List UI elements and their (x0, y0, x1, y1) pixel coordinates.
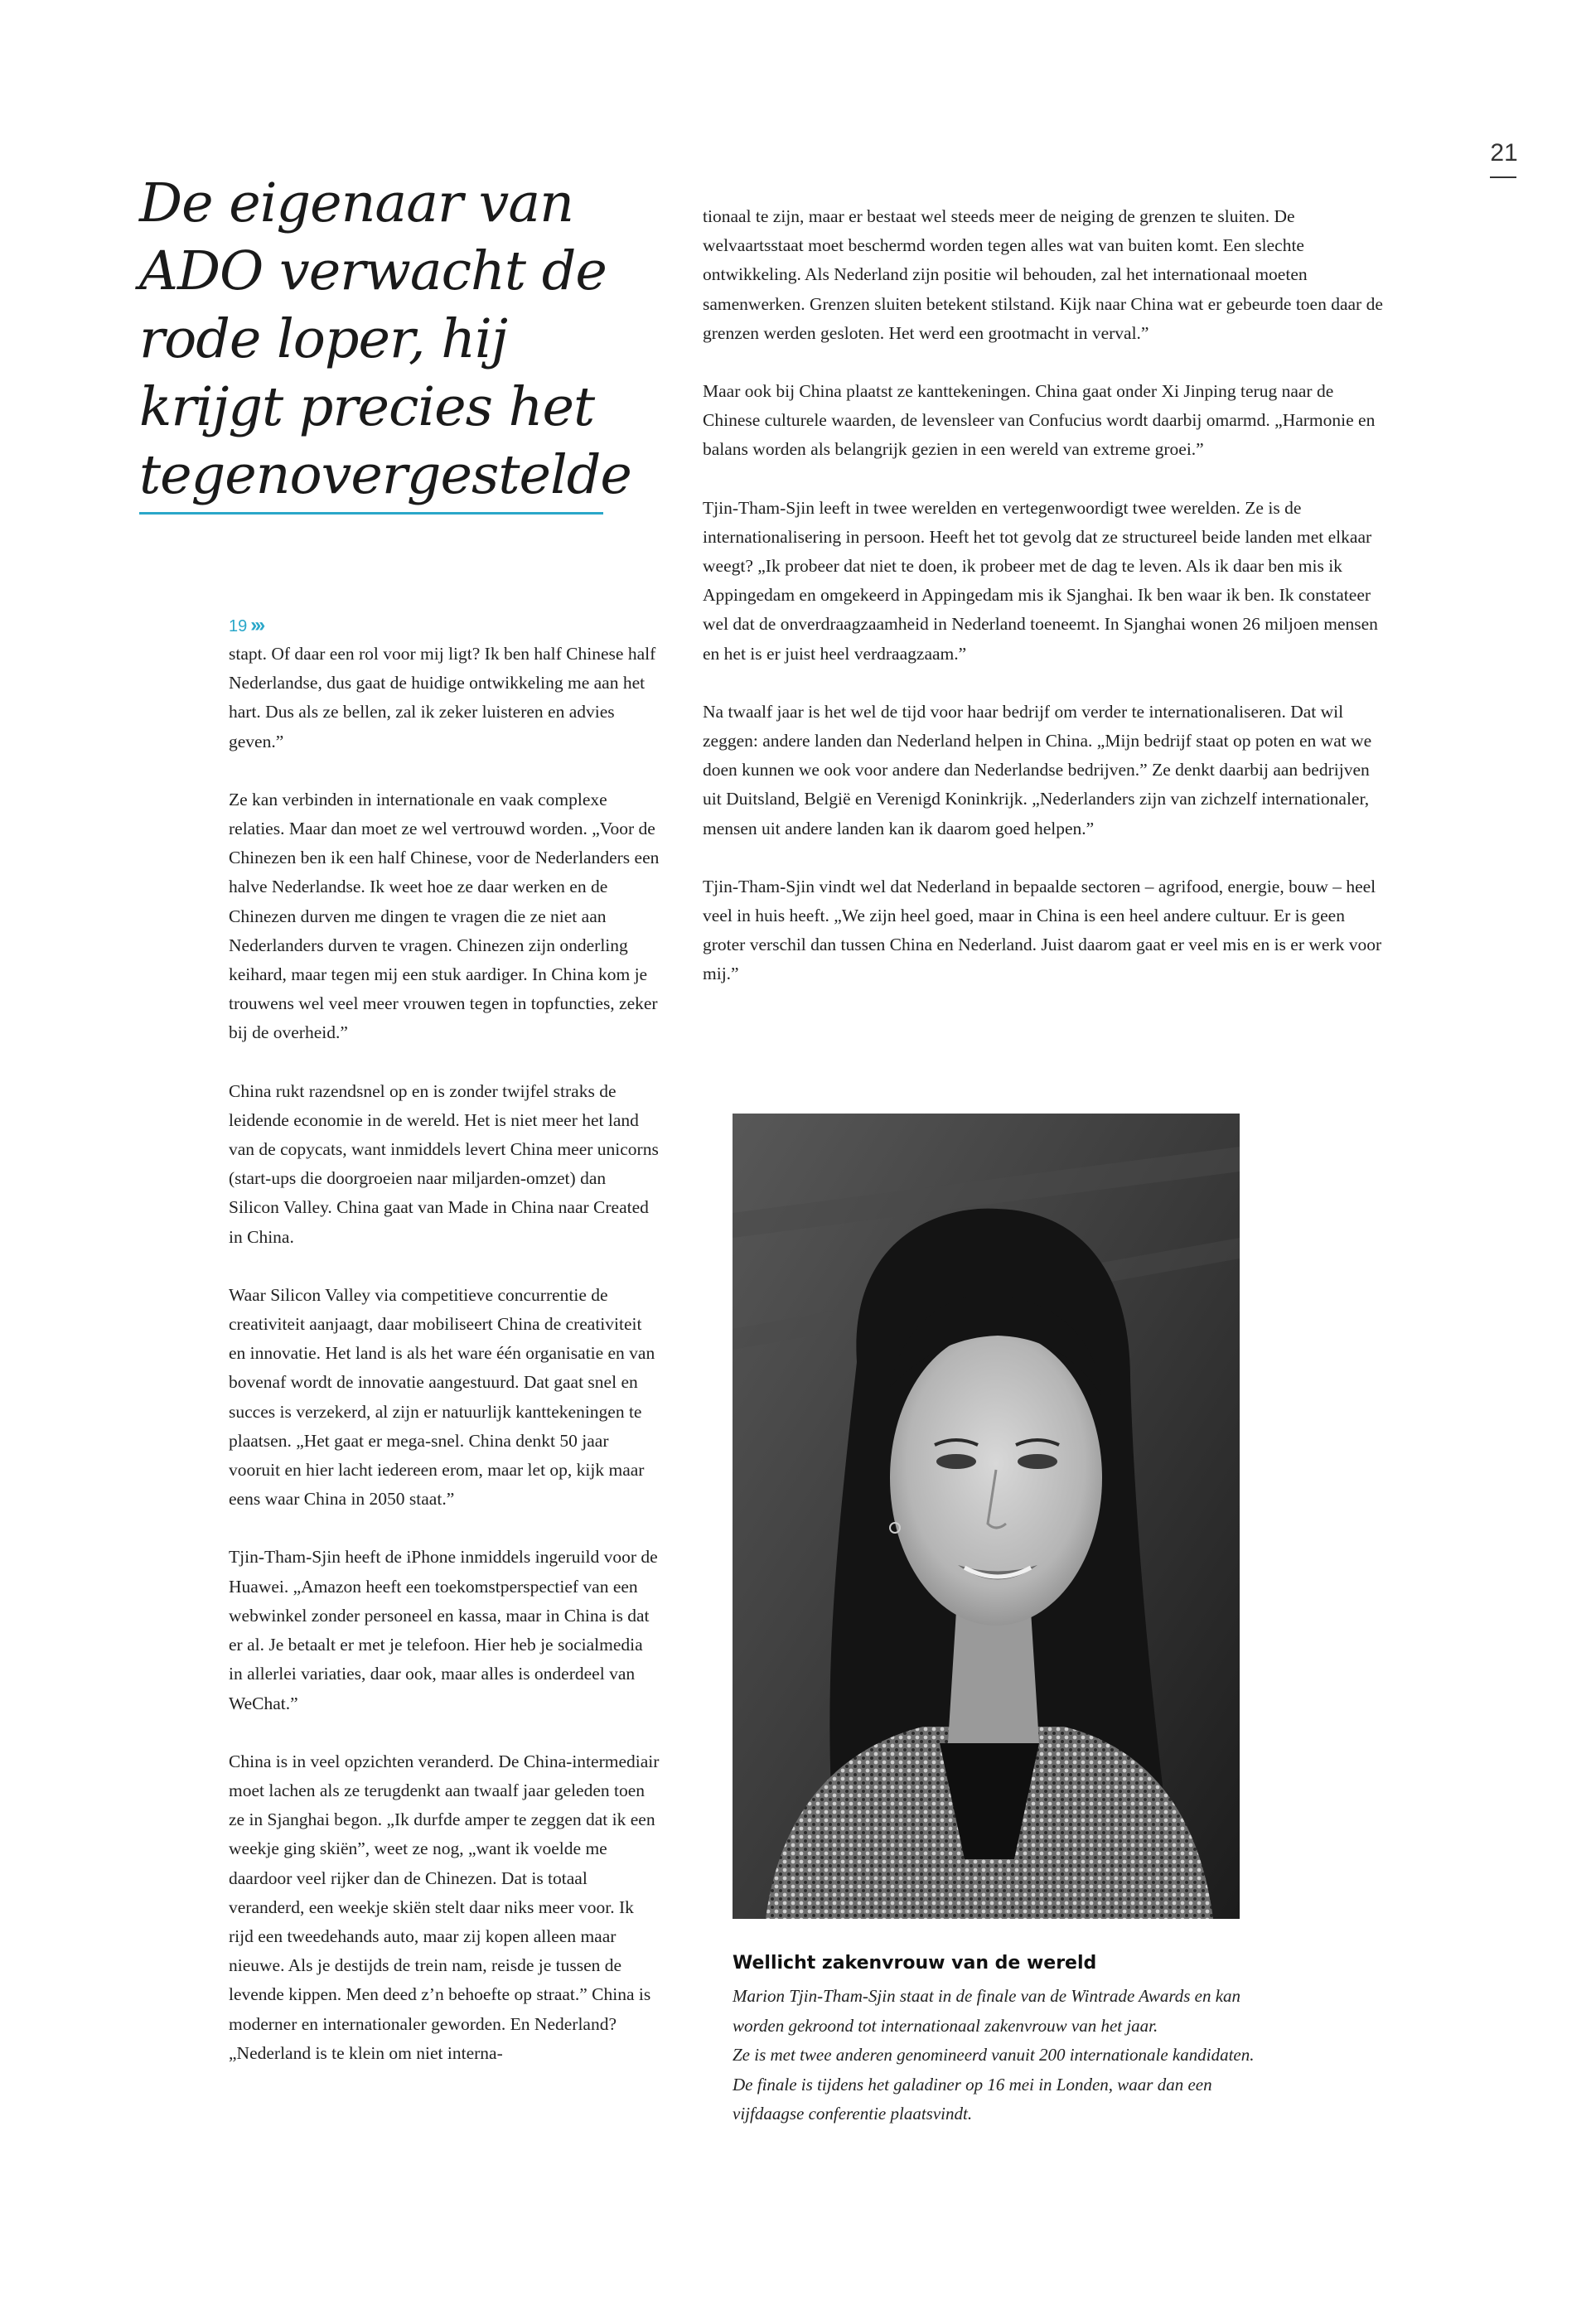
continued-page-number: 19 (229, 617, 248, 635)
paragraph: Ze kan verbinden in internationale en vaak complexe relaties. Maar dan moet ze wel vertrouwd worden. „Voor de Chinezen ben ik een half Chinese, voor de Nederlanders een halve Nederlandse. Ik weet hoe ze daar werken en de Chinezen durven me dingen te vragen die ze niet aan Nederlanders durven te vragen. Chinezen zijn onderling keihard, maar tegen mij een stuk aardiger. In China kom je trouwens wel veel meer vrouwen tegen in topfuncties, zeker bij de overheid.” (229, 789, 660, 1043)
paragraph: tionaal te zijn, maar er bestaat wel steeds meer de neiging de grenzen te sluiten. De welvaartsstaat moet beschermd worden tegen alles wat van buiten komt. Een slechte ontwikkeling. Als Nederland zijn positie wil behouden, zal het internationaal moeten samenwerken. Grenzen sluiten betekent stilstand. Kijk naar China wat er gebeurde toen daar de grenzen werden gesloten. Het werd een grootmacht in verval.” (703, 206, 1383, 343)
caption-line: Ze is met twee anderen genomineerd vanuit 200 internationale kandidaten. De finale is tijdens het galadiner op 16 mei in Londen, waar dan een vijfdaagse conferentie plaatsvindt. (733, 2045, 1255, 2123)
caption-text (733, 1982, 1263, 2129)
caption-line: Marion Tjin-Tham-Sjin staat in de finale van de Wintrade Awards en kan worden gekroond tot internationaal zakenvrouw van het jaar. (733, 1986, 1241, 2036)
photo-caption (733, 1949, 1263, 2129)
page-number-underline (1490, 176, 1516, 178)
paragraph: Maar ook bij China plaatst ze kanttekeningen. China gaat onder Xi Jinping terug naar de Chinese culturele waarden, de levensleer van Confucius wordt daarbij omarmd. „Harmonie en balans worden als belangrijk gezien in een wereld van extreme groei.” (703, 381, 1376, 460)
paragraph: Waar Silicon Valley via competitieve concurrentie de creativiteit aanjaagt, daar mobiliseert China de creativiteit en innovatie. Het land is als het ware één organisatie en van bovenaf wordt de innovatie aangestuurd. Dat gaat snel en succes is verzekerd, al zijn er natuurlijk kanttekeningen te plaatsen. „Het gaat er mega-snel. China denkt 50 jaar vooruit en hier lacht iedereen erom, maar let op, kijk maar eens waar China in 2050 staat.” (229, 1284, 655, 1510)
paragraph: Tjin-Tham-Sjin leeft in twee werelden en vertegenwoordigt twee werelden. Ze is de internationalisering in persoon. Heeft het tot gevolg dat ze structureel beide landen met elkaar weegt? „Ik probeer dat niet te doen, ik probeer met de dag te leven. Als ik daar ben mis ik Appingedam en omgekeerd in Appingedam mis ik Sjanghai. Ik ben waar ik ben. Ik constateer wel dat de onverdraagzaamheid in Nederland toeneemt. In Sjanghai wonen 26 miljoen mensen en het is er juist heel verdraagzaam.” (703, 497, 1378, 664)
paragraph: Tjin-Tham-Sjin vindt wel dat Nederland in bepaalde sectoren – agrifood, energie, bouw – heel veel in huis heeft. „We zijn heel goed, maar in China is een heel andere cultuur. Er is geen groter verschil dan tussen China en Nederland. Juist daarom gaat er veel mis en is er werk voor mij.” (703, 876, 1382, 984)
paragraph: China is in veel opzichten veranderd. De China-intermediair moet lachen als ze terugdenkt aan twaalf jaar geleden toen ze in Sjanghai begon. „Ik durfde amper te zeggen dat ik een weekje ging skiën”, weet ze nog, „want ik voelde me daardoor veel rijker dan de Chinezen. Dat is totaal veranderd, een weekje skiën stelt daar niks meer voor. Ik rijd een tweedehands auto, maar zij kopen alleen maar nieuwe. Als je destijds de trein nam, reisde je tussen de levende kippen. Men deed z’n behoefte op straat.” China is moderner en internationaler geworden. En Nederland? „Nederland is te klein om niet interna- (229, 1751, 660, 2063)
left-text-column (229, 611, 660, 2097)
headline-divider (139, 512, 603, 515)
paragraph: China rukt razendsnel op en is zonder twijfel straks de leidende economie in de wereld. Het is niet meer het land van de copycats, want inmiddels levert China meer unicorns (start-ups die doorgroeien naar miljarden-omzet) dan Silicon Valley. China gaat van Made in China naar Created in China. (229, 1080, 659, 1247)
paragraph: Tjin-Tham-Sjin heeft de iPhone inmiddels ingeruild voor de Huawei. „Amazon heeft een toekomstperspectief van een webwinkel zonder personeel en kassa, maar in China is dat er al. Je betaalt er met je telefoon. Hier heb je socialmedia in allerlei variaties, daar ook, maar alles is onderdeel van WeChat.” (229, 1547, 658, 1713)
paragraph: stapt. Of daar een rol voor mij ligt? Ik ben half Chinese half Nederlandse, dus gaat de huidige ontwikkeling me aan het hart. Dus als ze bellen, zal ik zeker luisteren en advies geven.” (229, 644, 656, 751)
page-number: 21 (1490, 139, 1518, 167)
caption-title: Wellicht zakenvrouw van de wereld (733, 1953, 1097, 1974)
paragraph: Na twaalf jaar is het wel de tijd voor haar bedrijf om verder te internationaliseren. Dat wil zeggen: andere landen dan Nederland helpen in China. „Mijn bedrijf staat op poten en wat we doen kunnen we ook voor andere dan Nederlandse bedrijven.” Ze denkt daarbij aan bedrijven uit Duitsland, België en Verenigd Koninkrijk. „Nederlanders zijn van zichzelf internationaler, mensen uit andere landen kan ik daarom goed helpen.” (703, 701, 1372, 838)
portrait-photo (733, 1114, 1240, 1919)
headline: De eigenaar van ADO verwacht de rode loper, hij krijgt precies het tegenovergestelde (139, 172, 631, 506)
chevrons-right-icon: ››› (250, 614, 264, 636)
right-text-column (703, 202, 1390, 1018)
continued-from-marker (229, 611, 660, 640)
